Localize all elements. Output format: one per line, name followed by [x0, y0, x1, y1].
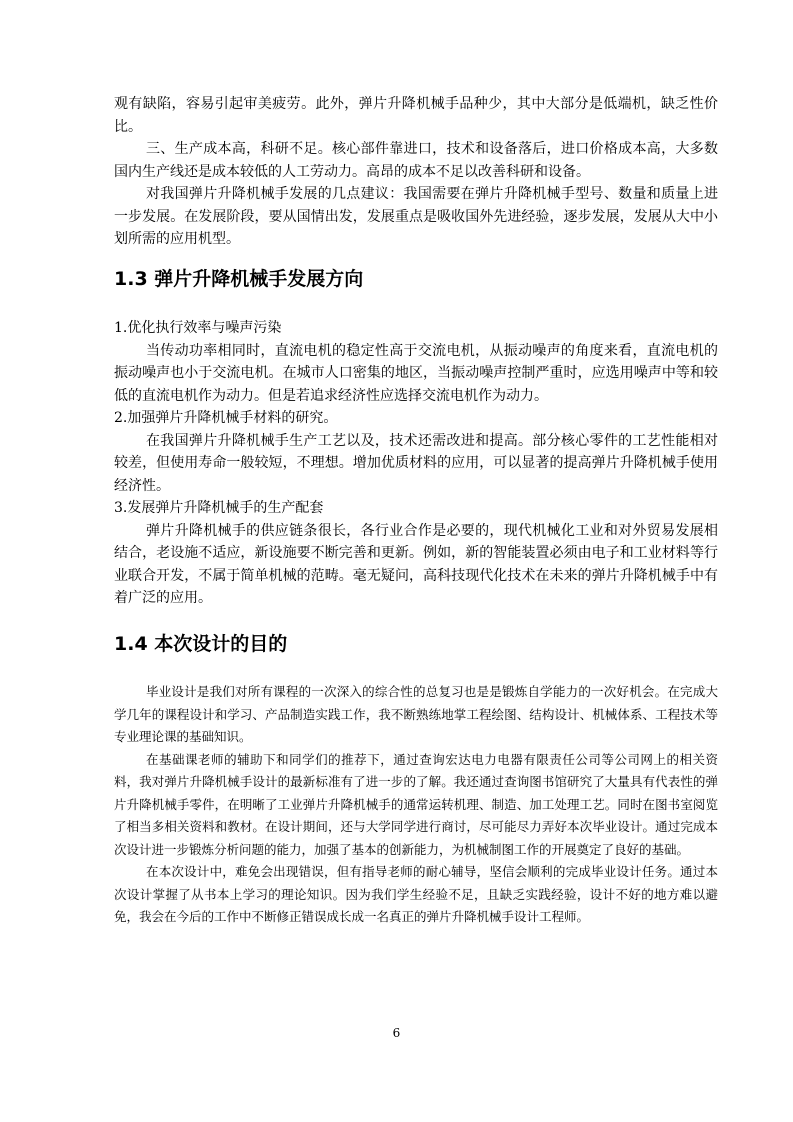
section-heading-1-4: 1.4 本次设计的目的 [114, 633, 288, 655]
paragraph: 毕业设计是我们对所有课程的一次深入的综合性的总复习也是是锻炼自学能力的一次好机会。在完成大学几年的课程设计和学习、产品制造实践工作，我不断熟练地掌工程绘图、结构设计、机械体系、工程技术等专业理论课的基础知识。 [114, 684, 718, 744]
intro-continuation [114, 93, 718, 251]
paragraph: 三、生产成本高，科研不足。核心部件靠进口，技术和设备落后，进口价格成本高，大多数国内生产线还是成本较低的人工劳动力。高昂的成本不足以改善科研和设备。 [114, 141, 718, 180]
page-number: 6 [392, 1026, 401, 1040]
paragraph: 观有缺陷，容易引起审美疲劳。此外，弹片升降机械手品种少，其中大部分是低端机，缺乏性价比。 [114, 96, 718, 135]
paragraph: 在本次设计中，难免会出现错误，但有指导老师的耐心辅导，坚信会顺利的完成毕业设计任务。通过本次设计掌握了从书本上学习的理论知识。因为我们学生经验不足，且缺乏实践经验，设计不好的地方难以避免，我会在今后的工作中不断修正错误成长成一名真正的弹片升降机械手设计工程师。 [114, 864, 718, 924]
list-item-title: 1.优化执行效率与噪声污染 [114, 320, 282, 336]
list-item-body: 当传动功率相同时，直流电机的稳定性高于交流电机，从振动噪声的角度来看，直流电机的振动噪声也小于交流电机。在城市人口密集的地区，当振动噪声控制严重时，应选用噪声中等和较低的直流电机作为动力。但是若追求经济性应选择交流电机作为动力。 [114, 342, 718, 404]
list-item-body: 弹片升降机械手的供应链条很长，各行业合作是必要的，现代机械化工业和对外贸易发展相结合，老设施不适应，新设施要不断完善和更新。例如，新的智能装置必须由电子和工业材料等行业联合开发，不属于简单机械的范畴。毫无疑问，高科技现代化技术在未来的弹片升降机械手中有着广泛的应用。 [114, 522, 718, 606]
section-heading-1-3-wrap [114, 266, 718, 292]
paragraph: 对我国弹片升降机械手发展的几点建议：我国需要在弹片升降机械手型号、数量和质量上进一步发展。在发展阶段，要从国情出发，发展重点是吸收国外先进经验，逐步发展，发展从大中小划所需的应用机型。 [114, 186, 718, 247]
section-1-4-body [114, 681, 718, 929]
list-item-title: 2.加强弹片升降机械手材料的研究。 [114, 410, 338, 426]
paragraph: 在基础课老师的辅助下和同学们的推荐下，通过查询宏达电力电器有限责任公司等公司网上的相关资料，我对弹片升降机械手设计的最新标准有了进一步的了解。我还通过查询图书馆研究了大量具有代表性的弹片升降机械手零件，在明晰了工业弹片升降机械手的通常运转机理、制造、加工处理工艺。同时在图书室阅览了相当多相关资料和教材。在设计期间，还与大学同学进行商讨，尽可能尽力弄好本次毕业设计。通过完成本次设计进一步锻炼分析问题的能力，加强了基本的创新能力，为机械制图工作的开展奠定了良好的基础。 [114, 751, 718, 857]
section-heading-1-3: 1.3 弹片升降机械手发展方向 [114, 268, 364, 290]
section-heading-1-4-wrap [114, 631, 718, 657]
list-item-title: 3.发展弹片升降机械手的生产配套 [114, 500, 324, 516]
section-1-3-body [114, 317, 718, 610]
list-item-body: 在我国弹片升降机械手生产工艺以及，技术还需改进和提高。部分核心零件的工艺性能相对较差，但使用寿命一般较短，不理想。增加优质材料的应用，可以显著的提高弹片升降机械手使用经济性。 [114, 432, 718, 494]
